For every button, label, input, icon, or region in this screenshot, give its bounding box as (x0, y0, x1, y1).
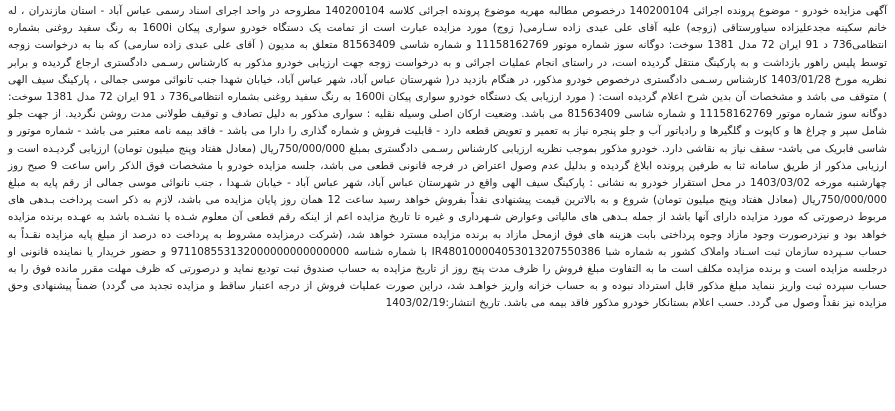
auction-notice-text: آگهی مزایده خودرو - موضوع پرونده اجرائی 140200104 درخصوص مطالبه مهریه موضوع پرونده اجرائی کلاسه 140200104 مطروحه در واحد اجرای اسناد رسمی عباس آباد - استان مازندران ، له خانم سکینه مجدعلیزاده سیاورستاقی (زوجه) علیه آقای علی عبدی زاده سـارمی( زوج) مورد مزایده عبارت است از تمامت یک دستگاه خودرو سواری پیکان 1600i به رنگ سفید روغنی بشماره انتظامی736 د 91 ایران 72 مدل 1381 سوخت: دوگانه سوز شماره موتور 11158162769 و شماره شاسی 81563409 متعلق به مدیون ( آقای علی عبدی زاده سارمی) که بنا به درخواست زوجه توسط پلیس راهور بازداشت و به پارکینگ منتقل گردیده است، در راستای انجام عملیات اجرائی و به درخواست زوجه جهت ارزیابی خودرو مذکور به کارشناس رسـمی دادگستری ارجاع گردیده و برابر نظریه مورخ 1403/01/28 کارشناس رسـمی دادگستری درخصوص خودرو مذکور، در هنگام بازدید در( شهرستان عباس آباد، شهر عباس آباد، خیابان شهدا جنب تانوائی موسی جمالی ، پارکینگ سیف الهی ) متوقف می باشد و مشخصات آن بدین شرح اعلام گردیده است: ( مورد ارزیابی یک دستگاه خودرو سواری پیکان 1600i به رنگ سفید روغنی بشماره انتظامی736 د 91 ایران 72 مدل 1381 سوخت: دوگانه سوز شماره موتور 11158162769 و شماره شاسی 81563409 می باشد. وضعیت ارکان اصلی وسیله نقلیه : سواری مذکور به دلیل تصادف و توقیف طولانی مدت روشن نگردید. از جهت جلو شامل سپر و چراغ ها و کاپوت و گلگیرها و رادیاتور آب و جلو پنجره نیاز به تعمیر و تعویض قطعه دارد - قابلیت فروش و شماره گذاری را دارا می باشد - فاقد بیمه نامه معتبر می باشد - شماره موتور و شاسی فابریک می باشد- سقف نیاز به نقاشی دارد. خودرو مذکور بموجب نظریه ارزیابی کارشناس رسـمی دادگستری بمبلغ 750/000/000ریال (معادل هفتاد وپنج میلیون تومان) ارزیابی گردیـده است و ارزیابی مذکور از طریق سامانه ثنا به طرفین پرونده ابلاغ گردیده و بدلیل عدم وصول اعتراض در فرجه قانونی قطعی می باشد، جلسه مزایده خودرو با مشخصات فوق الذکر راس ساعت 9 صبح روز چهارشنبه مورخه 1403/03/02 در محل استقرار خودرو به نشانی : پارکینگ سیف الهی واقع در شهرستان عباس آباد، شهر عباس آباد - خیابان شـهدا ، جنب نانوائی موسی جمالی از رقم پایه به مبلغ 750/000/000ریال (معادل هفتاد وپنج میلیون تومان) شروع و به بالاترین قیمت پیشنهادی نقداً بفروش خواهد رسید ساعت 12 همان روز پایان مزایده می باشد، لازم به ذکر است پرداخت بـدهی های مربوط درصورتی که مورد مزایده دارای آنها باشد از جمله بـدهی های مالیاتی وعوارض شـهرداری و غیره تا تاریخ مزایده اعم از اینکه رقم قطعی آن معلوم شـده یا نشـده باشد به عهـده برنده مزایده خواهد بود و نیزدرصورت وجود مازاد وجوه پرداختی بابت هزینه های فوق ازمحل مازاد به برنده مزایده مسترد خواهد شد، (شرکت درمزایده مشروط به پرداخت ده درصد از مبلغ پایه مزایده نقـداً به حساب سـپرده سازمان ثبت اسـناد واملاک کشور به شماره شبا IR480100004053013207550386 با شماره شناسه 971108553132000000000000000 و حضور خریدار یا نماینده قانونی او درجلسه مزایده است و برنده مزایده مکلف است ما به التفاوت مبلغ فروش را ظرف مدت پنج روز از تاریخ مزایده به حساب صندوق ثبت تودیع نماید و درصورتی که ظرف مهلت مقرر مانده فوق را به حساب سپرده ثبت واریز ننماید مبلغ مذکور قابل استرداد نبوده و به حساب خزانه واریز خواهـد شد، دراین صورت عملیات فروش از درجه اعتبار ساقط و مزایده تجدید می گردد) ضمناً پیشنهادی وحق مزایده نیز نقداً وصول می گردد. حسب اعلام بستانکار خودرو مذکور فاقد بیمه می باشد. تاریخ انتشار:1403/02/19 (8, 5, 888, 310)
